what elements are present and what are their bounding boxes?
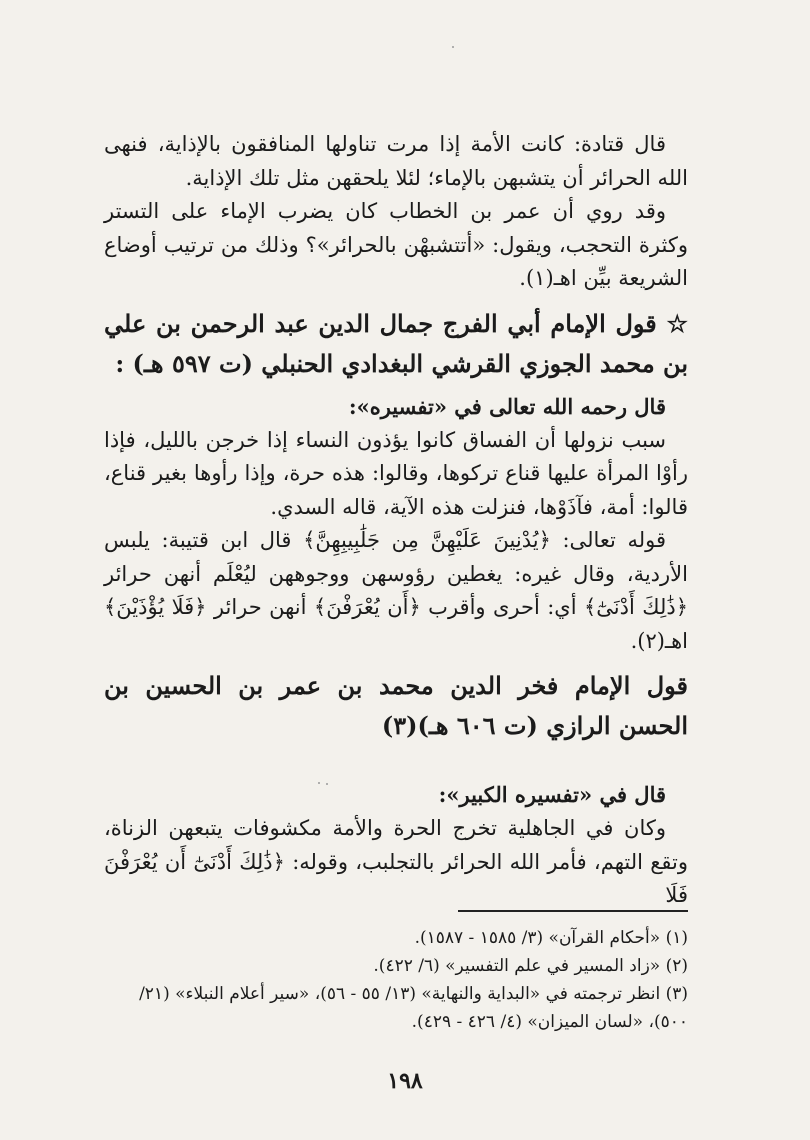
- footnotes: [104, 910, 688, 1036]
- scan-speck: [452, 46, 454, 48]
- page-number: ١٩٨: [387, 1068, 423, 1094]
- footnote-2: (٢) «زاد المسير في علم التفسير» (٦/ ٤٢٢).: [373, 956, 688, 976]
- main-text: [104, 128, 688, 913]
- section-heading-ibn-aljawzi: ☆ قول الإمام أبي الفرج جمال الدين عبد الرحمن بن علي بن محمد الجوزي القرشي البغدادي الحنبلي (ت ٥٩٧ هـ) :: [104, 308, 688, 378]
- paragraph-jahiliyya: وكان في الجاهلية تخرج الحرة والأمة مكشوفات يتبعهن الزناة، وتقع التهم، فأمر الله الحرائر بالتجلبب، وقوله: ﴿ذَٰلِكَ أَدْنَىٰٓ أَن يُعْرَفْنَ فَلَا: [104, 816, 688, 907]
- footnote-divider: [458, 910, 688, 912]
- subheading-tafsir: قال رحمه الله تعالى في «تفسيره»:: [348, 393, 666, 419]
- section-heading-alrazi: قول الإمام فخر الدين محمد بن عمر بن الحسين بن الحسن الرازي (ت ٦٠٦ هـ)(٣): [104, 671, 689, 740]
- paragraph-umar: وقد روي أن عمر بن الخطاب كان يضرب الإماء على التستر وكثرة التحجب، ويقول: «أتتشبهْن بالحرائر»؟ وذلك من ترتيب أوضاع الشريعة بيِّن اهـ(١).: [104, 199, 688, 290]
- scan-speck: [318, 782, 320, 784]
- subheading-tafsir-kabir: قال في «تفسيره الكبير»:: [438, 782, 666, 807]
- spacer: [104, 752, 688, 772]
- footnote-1: (١) «أحكام القرآن» (٣/ ١٥٨٥ - ١٥٨٧).: [414, 928, 688, 948]
- scan-speck: [326, 783, 328, 785]
- footnote-3: (٣) انظر ترجمته في «البداية والنهاية» (١٣/ ٥٥ - ٥٦)، «سير أعلام النبلاء» (٢١/ ٥٠٠)، «لسان الميزان» (٤/ ٤٢٦ - ٤٢٩).: [139, 984, 688, 1032]
- paragraph-revelation-cause: سبب نزولها أن الفساق كانوا يؤذون النساء إذا خرجن بالليل، فإذا رأوْا المرأة عليها قناع تركوها، وقالوا: هذه حرة، وإذا رأوها بغير قناع، قالوا: أمة، فآذَوْها، فنزلت هذه الآية، قاله السدي.: [104, 427, 688, 519]
- paragraph-quran-verse: قوله تعالى: ﴿يُدْنِينَ عَلَيْهِنَّ مِن جَلَٰبِيبِهِنَّ﴾ قال ابن قتيبة: يلبس الأردية، وقال غيره: يغطين رؤوسهن ووجوههن ليُعْلَم أنهن حرائر ﴿ذَٰلِكَ أَدْنَىٰٓ﴾ أي: أحرى وأقرب ﴿أَن يُعْرَفْنَ﴾ أنهن حرائر ﴿فَلَا يُؤْذَيْنَ﴾ اهـ(٢).: [104, 528, 688, 653]
- paragraph-qatada: قال قتادة: كانت الأمة إذا مرت تناولها المنافقون بالإذاية، فنهى الله الحرائر أن يتشبهن بالإماء؛ لئلا يلحقهن مثل تلك الإذاية.: [104, 132, 688, 190]
